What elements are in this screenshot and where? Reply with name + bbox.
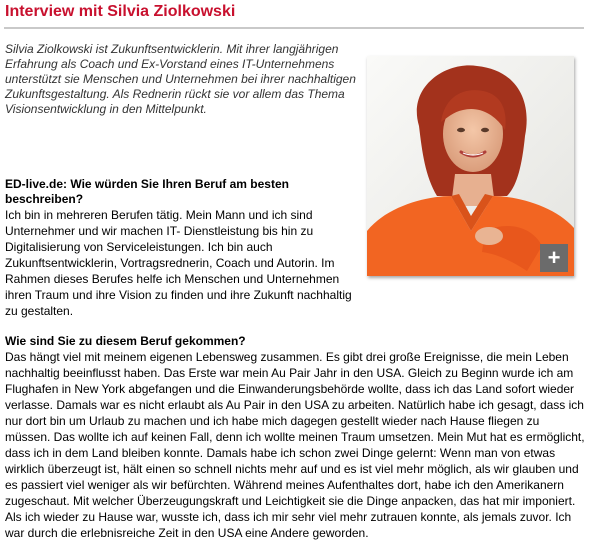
zoom-plus-button[interactable] <box>540 244 568 272</box>
page-title: Interview mit Silvia Ziolkowski <box>5 3 236 20</box>
question-heading: Wie sind Sie zu diesem Beruf gekommen? <box>5 334 246 348</box>
answer-paragraph: Ich bin in mehreren Berufen tätig. Mein Mann und ich sind Unternehmer und wir machen IT- Dienstleistung bis hin zu Digitalisierung von Serviceleistungen. Ich bin auch Zukunftsentwicklerin, Vortragsrednerin, Coach und Autorin. Im Rahmen dieses Berufes helfe ich Menschen und Unternehmen ihren Traum und ihre Vision zu finden und ihre Zukunft nachhaltig zu gestalten. <box>5 208 352 318</box>
title-divider <box>4 27 584 29</box>
portrait-image <box>367 56 574 276</box>
question-heading: ED-live.de: Wie würden Sie Ihren Beruf am besten beschreiben? <box>5 177 289 206</box>
portrait-photo[interactable] <box>367 56 574 276</box>
intro-text: Silvia Ziolkowski ist Zukunftsentwicklerin. Mit ihrer langjährigen Erfahrung als Coach und Ex-Vorstand eines IT-Unternehmens unterstützt sie Menschen und Unternehmen bei ihrer nachhaltigen Zukunftsgestaltung. Als Rednerin rückt sie vor allem das Thema Visionsentwicklung in den Mittelpunkt. <box>5 42 356 116</box>
plus-icon: + <box>547 245 561 270</box>
answer-paragraph: Das hängt viel mit meinem eigenen Lebensweg zusammen. Es gibt drei große Ereignisse, die mein Leben nachhaltig beeinflusst haben. Das Erste war mein Au Pair Jahr in den USA. Gleich zu Beginn wurde ich am Flughafen in New York abgefangen und die Einwanderungsbehörde wollte, dass ich das Land sofort wieder verlasse. Damals war es nicht erlaubt als Au Pair in den USA zu arbeiten. Natürlich habe ich gesagt, dass ich nur dort bin um Urlaub zu machen und ich habe mich dagegen gestellt wieder nach Hause fliegen zu müssen. Das wollte ich auf keinen Fall, denn ich wollte meinen Traum umsetzen. Mein Mut hat es ermöglicht, dass ich in dem Land bleiben konnte. Damals habe ich schon zwei Dinge gelernt: Wenn man von etwas wirklich überzeugt ist, hält einen so schnell nichts mehr auf und es ist viel mehr möglich, als wir glauben und es passiert viel weniger als wir befürchten. Während meines Aufenthaltes dort, habe ich den Amerikanern zugeschaut. Mit welcher Überzeugungskraft und Leichtigkeit sie die Dinge anpacken, das hat mir imponiert. Als ich wieder zu Hause war, wusste ich, dass ich mir sehr viel mehr zutrauen konnte, als jemals zuvor. Ich war durch die erlebnisreiche Zeit in den USA eine Andere geworden. <box>5 350 585 540</box>
